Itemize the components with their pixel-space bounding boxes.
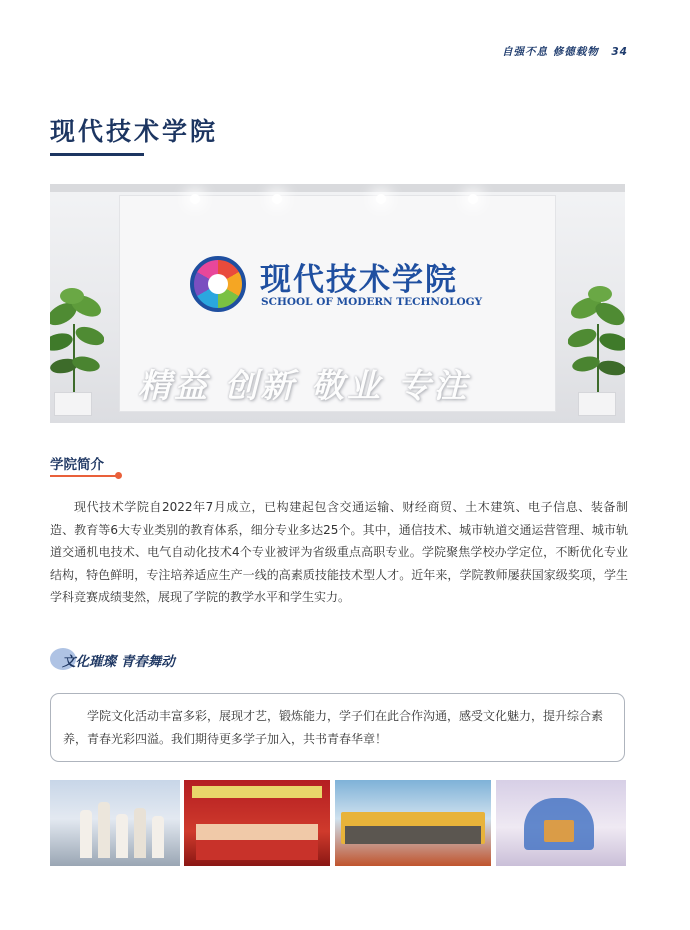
hero-motto: 精益 创新 敬业 专注 — [138, 366, 470, 405]
plant-icon — [50, 284, 104, 394]
ceiling-light — [272, 194, 282, 204]
ceiling-light — [190, 194, 200, 204]
photo-dance-performance — [50, 780, 180, 866]
ceiling-light — [468, 194, 478, 204]
heading-underline-dot — [115, 472, 122, 479]
college-logo-icon — [190, 256, 246, 312]
photo-choir-performance — [184, 780, 330, 866]
culture-text-box — [50, 693, 625, 762]
plant-pot — [54, 392, 92, 416]
photo-group-dance — [496, 780, 626, 866]
plant-pot — [578, 392, 616, 416]
header-slogan: 自强不息 修德载物 — [502, 46, 599, 58]
hero-college-name: 现代技术学院 — [260, 262, 458, 298]
intro-paragraph: 现代技术学院自2022年7月成立，已构建起包含交通运输、财经商贸、土木建筑、电子信息、装备制造、教育等6大专业类别的教育体系，细分专业多达25个。其中，通信技术、城市轨道交通运营管理、城市轨道交通机电技术、电气自动化技术4个专业被评为省级重点高职专业。学院聚焦学校办学定位，不断优化专业结构，特色鲜明，专注培养适应生产一线的高素质技能技术型人才。近年来，学院教师屡获国家级奖项，学生学科竞赛成绩斐然，展现了学院的教学水平和学生实力。 — [50, 500, 628, 604]
title-underline — [50, 153, 144, 156]
page-header — [502, 44, 628, 59]
page-title: 现代技术学院 — [50, 117, 219, 146]
photo-basketball-team — [335, 780, 491, 866]
ceiling-light — [376, 194, 386, 204]
heading-underline — [50, 475, 118, 477]
hero-photo — [50, 184, 625, 423]
culture-paragraph: 学院文化活动丰富多彩，展现才艺，锻炼能力，学子们在此合作沟通，感受文化魅力，提升综合素养，青春光彩四溢。我们期待更多学子加入，共书青春华章！ — [63, 709, 604, 746]
intro-heading: 学院简介 — [50, 457, 104, 473]
plant-icon — [568, 284, 625, 394]
hero-college-name-en: SCHOOL OF MODERN TECHNOLOGY — [261, 296, 483, 308]
ceiling — [50, 184, 625, 192]
page-number: 34 — [611, 46, 628, 58]
culture-heading: 文化璀璨 青春舞动 — [62, 654, 175, 670]
